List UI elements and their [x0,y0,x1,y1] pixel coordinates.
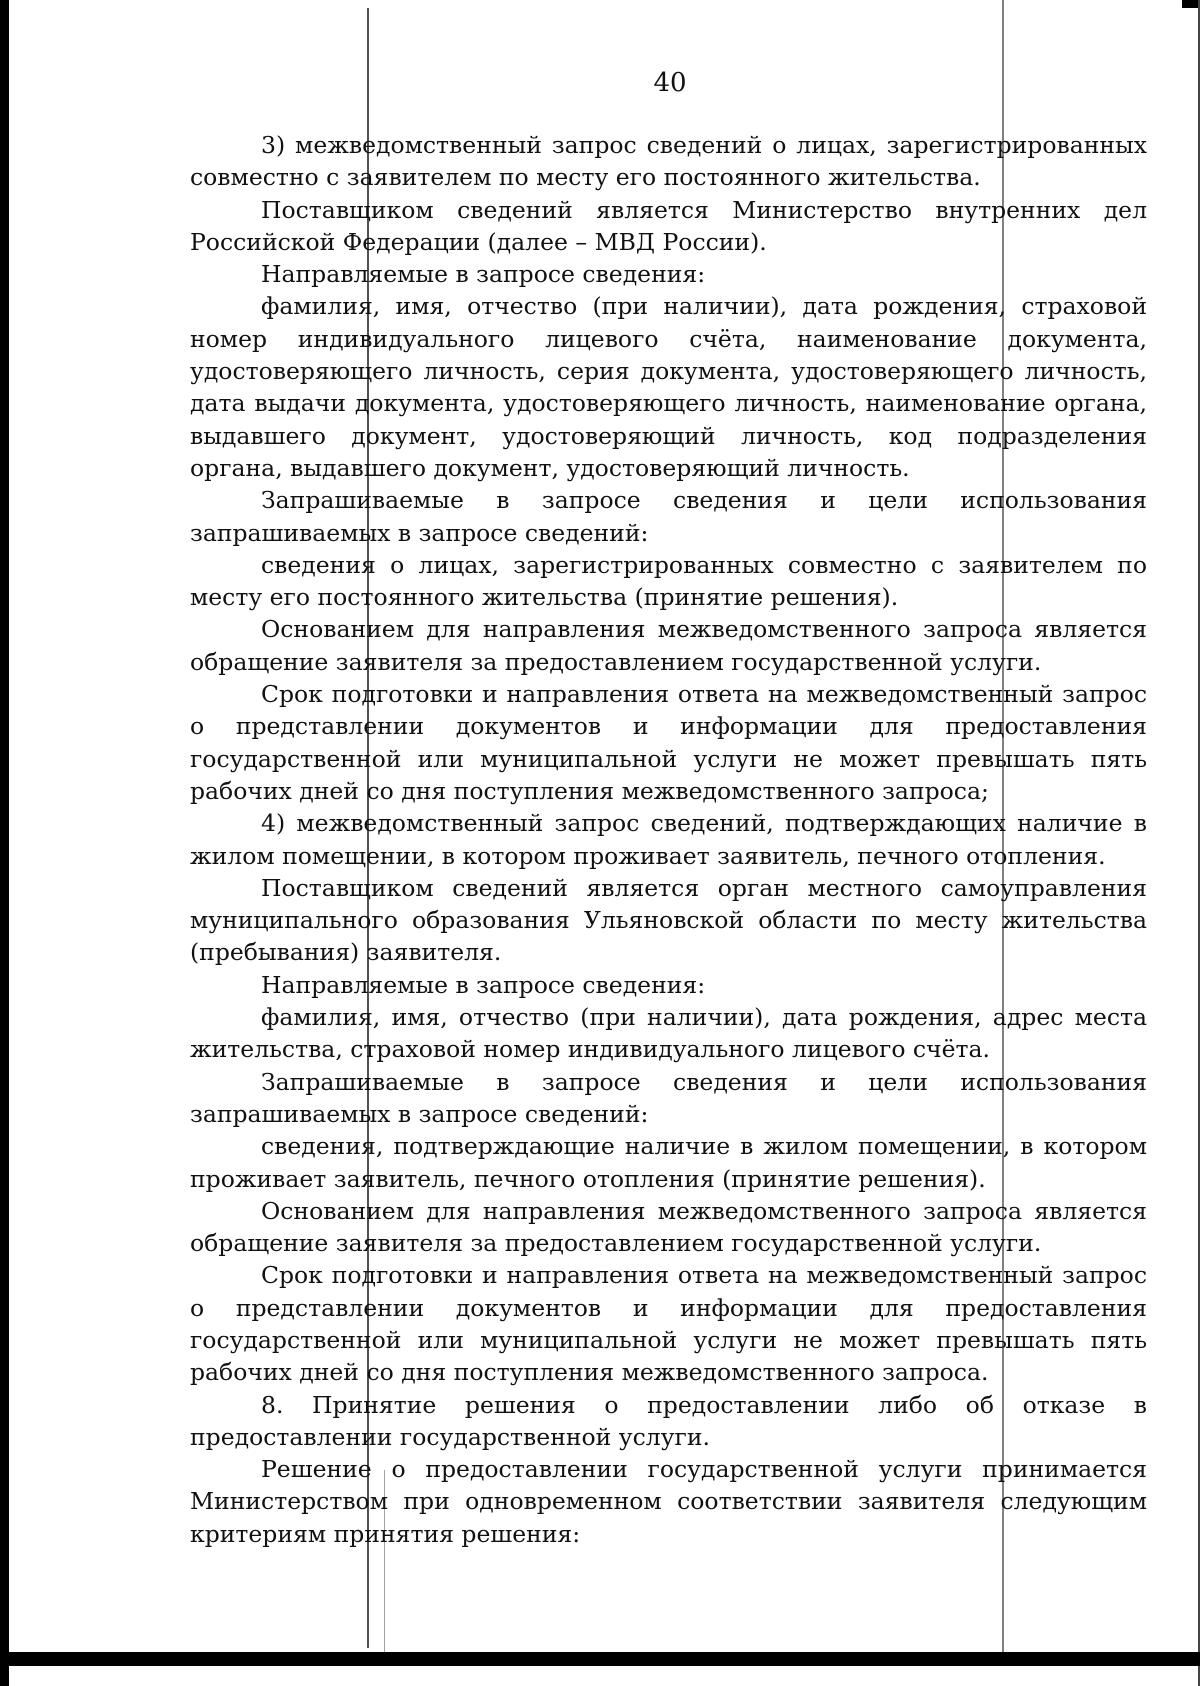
paragraph: Запрашиваемые в запросе сведения и цели использования запрашиваемых в запросе сведений: [190,486,1147,547]
paragraph: фамилия, имя, отчество (при наличии), дата рождения, страховой номер индивидуального лицевого счёта, наименование документа, удостоверяющего личность, серия документа, удостоверяющего личность, дата выдачи документа, удостоверяющего личность, наименование органа, выдавшего документ, удостоверяющий личность, код подразделения органа, выдавшего документ, удостоверяющий личность. [190,292,1147,482]
paragraph: Запрашиваемые в запросе сведения и цели использования запрашиваемых в запросе сведений: [190,1067,1147,1128]
paragraph: 4) межведомственный запрос сведений, подтверждающих наличие в жилом помещении, в котором проживает заявитель, печного отопления. [190,809,1147,870]
paragraph: Направляемые в запросе сведения: [261,970,706,999]
paragraph: сведения о лицах, зарегистрированных совместно с заявителем по месту его постоянного жительства (принятие решения). [190,550,1147,612]
paragraph: Решение о предоставлении государственной услуги принимается Министерством при одновременном соответствии заявителя следующим критериям принятия решения: [190,1455,1147,1548]
paragraph: 3) межведомственный запрос сведений о лицах, зарегистрированных совместно с заявителем по месту его постоянного жительства. [190,131,1147,192]
paragraph: Основанием для направления межведомственного запроса является обращение заявителя за предоставлением государственной услуги. [190,615,1147,676]
document-body [190,129,1147,1550]
paragraph: Срок подготовки и направления ответа на межведомственный запрос о представлении документов и информации для предоставления государственной или муниципальной услуги не может превышать пять рабочих дней со дня поступления межведомственного запроса; [190,680,1147,805]
paragraph: Направляемые в запросе сведения: [261,260,706,289]
paragraph: Поставщиком сведений является орган местного самоуправления муниципального образования Ульяновской области по месту жительства (пребывания) заявителя. [190,873,1147,967]
paragraph: 8. Принятие решения о предоставлении либо об отказе в предоставлении государственной услуги. [190,1390,1147,1451]
paragraph: сведения, подтверждающие наличие в жилом помещении, в котором проживает заявитель, печного отопления (принятие решения). [190,1132,1147,1193]
paragraph: фамилия, имя, отчество (при наличии), дата рождения, адрес места жительства, страховой номер индивидуального лицевого счёта. [190,1003,1147,1064]
scan-left-edge [0,0,9,1686]
page-number: 40 [653,68,687,98]
scan-bottom-edge [0,1652,1200,1666]
paragraph: Срок подготовки и направления ответа на межведомственный запрос о представлении документов и информации для предоставления государственной или муниципальной услуги не может превышать пять рабочих дней со дня поступления межведомственного запроса. [190,1261,1147,1387]
paragraph: Основанием для направления межведомственного запроса является обращение заявителя за предоставлением государственной услуги. [190,1196,1147,1258]
paragraph: Поставщиком сведений является Министерство внутренних дел Российской Федерации (далее – МВД России). [190,195,1147,256]
